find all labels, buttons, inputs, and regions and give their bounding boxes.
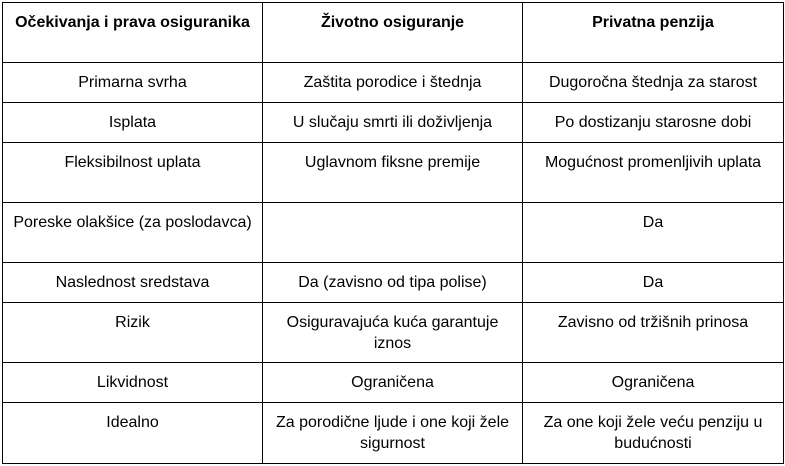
life-insurance-cell: Osiguravajuća kuća garantuje iznos — [263, 303, 523, 363]
row-label-cell: Poreske olakšice (za poslodavca) — [3, 203, 263, 263]
table-row — [3, 363, 784, 403]
row-label-cell: Isplata — [3, 103, 263, 143]
row-label-cell: Primarna svrha — [3, 63, 263, 103]
header-cell-life-insurance: Životno osiguranje — [263, 3, 523, 63]
private-pension-cell: Dugoročna štednja za starost — [523, 63, 784, 103]
private-pension-cell: Zavisno od tržišnih prinosa — [523, 303, 784, 363]
header-cell-expectations: Očekivanja i prava osiguranika — [3, 3, 263, 63]
private-pension-cell: Mogućnost promenljivih uplata — [523, 143, 784, 203]
table-row — [3, 63, 784, 103]
life-insurance-cell: Da (zavisno od tipa polise) — [263, 263, 523, 303]
private-pension-cell: Po dostizanju starosne dobi — [523, 103, 784, 143]
table-header-row — [3, 3, 784, 63]
life-insurance-cell: U slučaju smrti ili doživljenja — [263, 103, 523, 143]
table-row — [3, 263, 784, 303]
row-label-cell: Naslednost sredstava — [3, 263, 263, 303]
life-insurance-cell: Za porodične ljude i one koji žele sigurnost — [263, 403, 523, 464]
life-insurance-cell: Zaštita porodice i štednja — [263, 63, 523, 103]
row-label-cell: Likvidnost — [3, 363, 263, 403]
comparison-table — [2, 2, 784, 464]
private-pension-cell: Za one koji žele veću penziju u budućnosti — [523, 403, 784, 464]
row-label-cell: Idealno — [3, 403, 263, 464]
header-cell-private-pension: Privatna penzija — [523, 3, 784, 63]
life-insurance-cell: Ograničena — [263, 363, 523, 403]
life-insurance-cell — [263, 203, 523, 263]
private-pension-cell: Da — [523, 263, 784, 303]
table-row — [3, 203, 784, 263]
life-insurance-cell: Uglavnom fiksne premije — [263, 143, 523, 203]
private-pension-cell: Ograničena — [523, 363, 784, 403]
table-row — [3, 103, 784, 143]
row-label-cell: Fleksibilnost uplata — [3, 143, 263, 203]
table-row — [3, 403, 784, 464]
table-row — [3, 143, 784, 203]
private-pension-cell: Da — [523, 203, 784, 263]
table-row — [3, 303, 784, 363]
row-label-cell: Rizik — [3, 303, 263, 363]
